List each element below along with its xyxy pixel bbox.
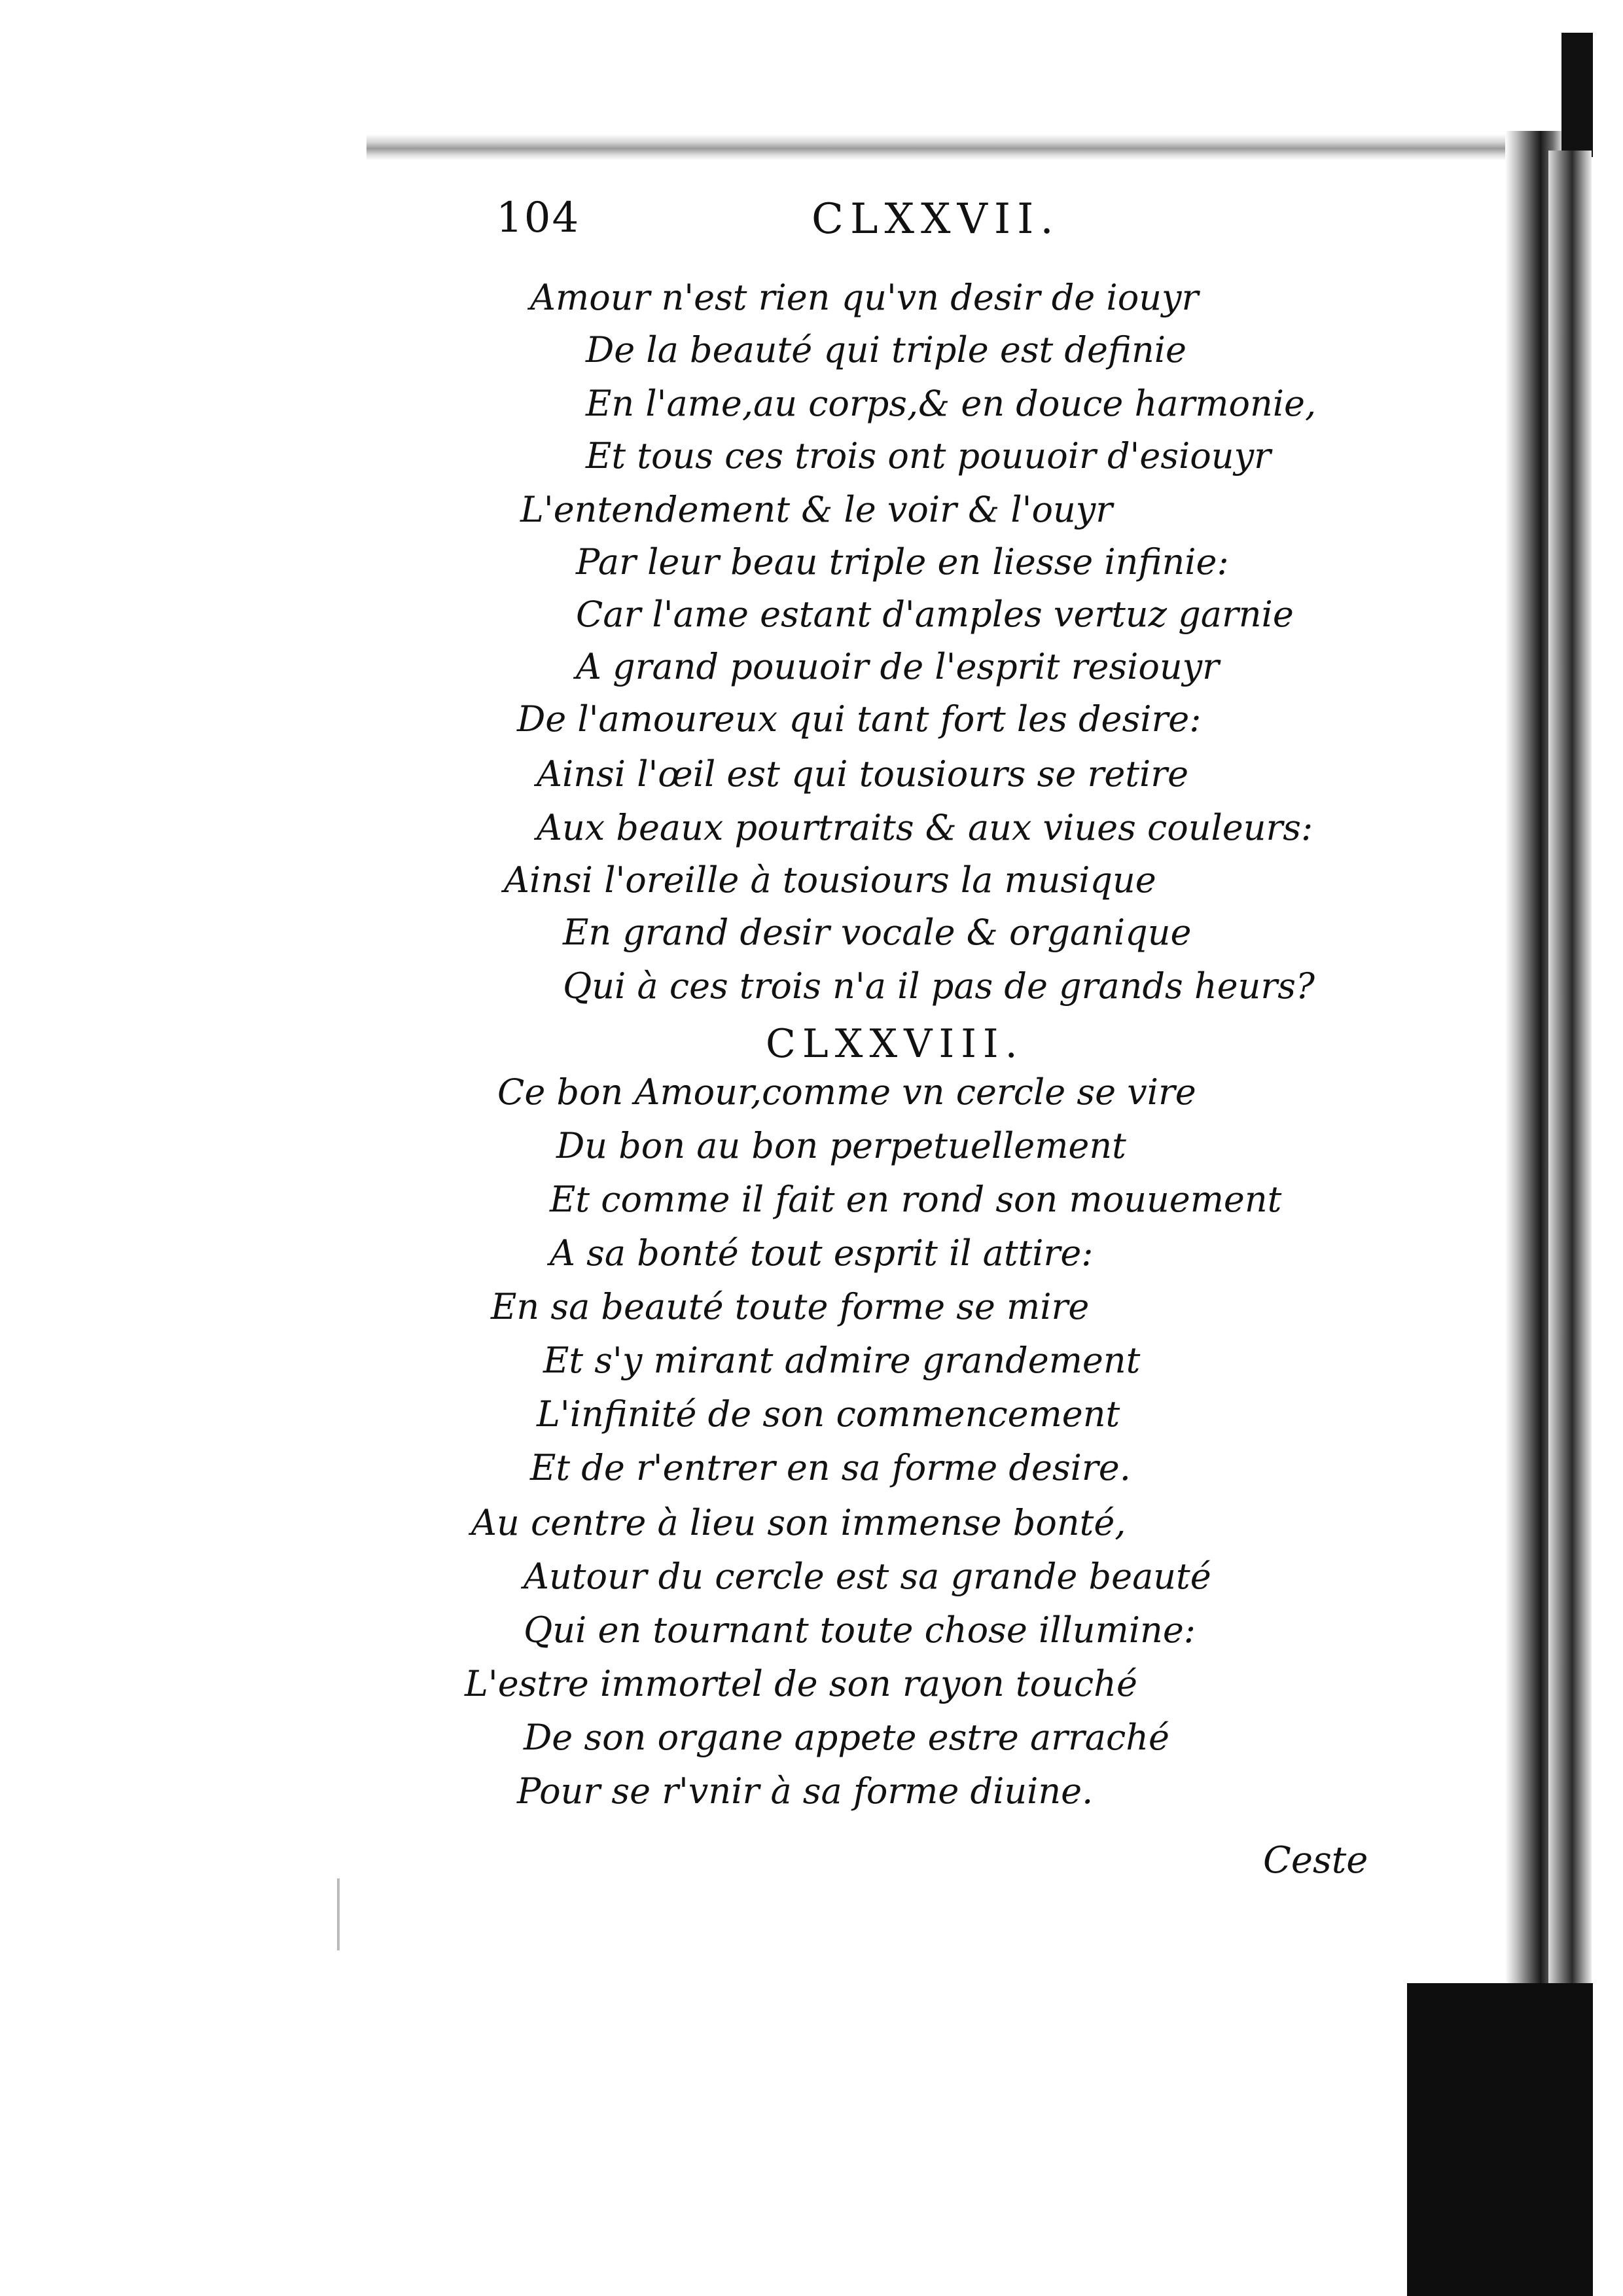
page-number: 104 — [496, 194, 580, 242]
verse-line: Ce bon Amour,comme vn cercle se vire — [497, 1071, 1196, 1113]
verse-line: De son organe appete estre arraché — [524, 1717, 1169, 1758]
verse-line: En grand desir vocale & organique — [563, 912, 1192, 953]
verse-line: L'infinité de son commencement — [537, 1393, 1120, 1435]
verse-line: L'entendement & le voir & l'ouyr — [520, 489, 1113, 530]
verse-line: Et s'y mirant admire grandement — [543, 1340, 1141, 1381]
verse-line: Car l'ame estant d'amples vertuz garnie — [576, 594, 1294, 635]
verse-line: A grand pouuoir de l'esprit resiouyr — [576, 646, 1219, 687]
binding-bottom-block — [1407, 1983, 1593, 2296]
sonnet-heading: CLXXVII. — [812, 195, 1060, 243]
verse-line: De la beauté qui triple est definie — [586, 329, 1186, 370]
verse-line: Amour n'est rien qu'vn desir de iouyr — [530, 277, 1199, 318]
verse-line: Autour du cercle est sa grande beauté — [524, 1556, 1211, 1597]
verse-line: De l'amoureux qui tant fort les desire: — [517, 698, 1202, 740]
verse-line: Qui à ces trois n'a il pas de grands heurs? — [563, 965, 1315, 1007]
catchword: Ceste — [1263, 1839, 1368, 1882]
verse-line: Au centre à lieu son immense bonté, — [471, 1502, 1126, 1543]
verse-line: Par leur beau triple en liesse infinie: — [576, 541, 1229, 583]
verse-line: Qui en tournant toute chose illumine: — [524, 1609, 1196, 1651]
verse-line: Et tous ces trois ont pouuoir d'esiouyr — [586, 435, 1271, 476]
verse-line: Ainsi l'œil est qui tousiours se retire — [537, 753, 1189, 795]
verse-line: Et comme il fait en rond son mouuement — [550, 1179, 1282, 1220]
verse-line: Et de r'entrer en sa forme desire. — [530, 1447, 1131, 1488]
verse-line: Du bon au bon perpetuellement — [556, 1125, 1126, 1166]
verse-line: Pour se r'vnir à sa forme diuine. — [517, 1770, 1094, 1812]
verse-line: Ainsi l'oreille à tousiours la musique — [504, 859, 1156, 901]
margin-mark — [337, 1878, 340, 1950]
verse-line: En l'ame,au corps,& en douce harmonie, — [586, 383, 1317, 424]
book-spine — [1548, 151, 1592, 1996]
verse-line: En sa beauté toute forme se mire — [491, 1286, 1090, 1327]
verse-line: Aux beaux pourtraits & aux viues couleurs: — [537, 807, 1313, 848]
page-header — [484, 194, 1348, 266]
verse-line: A sa bonté tout esprit il attire: — [550, 1232, 1094, 1274]
sonnet-heading: CLXXVIII. — [766, 1021, 1024, 1067]
paper-top-edge — [366, 134, 1577, 160]
verse-line: L'estre immortel de son rayon touché — [465, 1663, 1137, 1704]
binding-top-block — [1561, 33, 1593, 157]
